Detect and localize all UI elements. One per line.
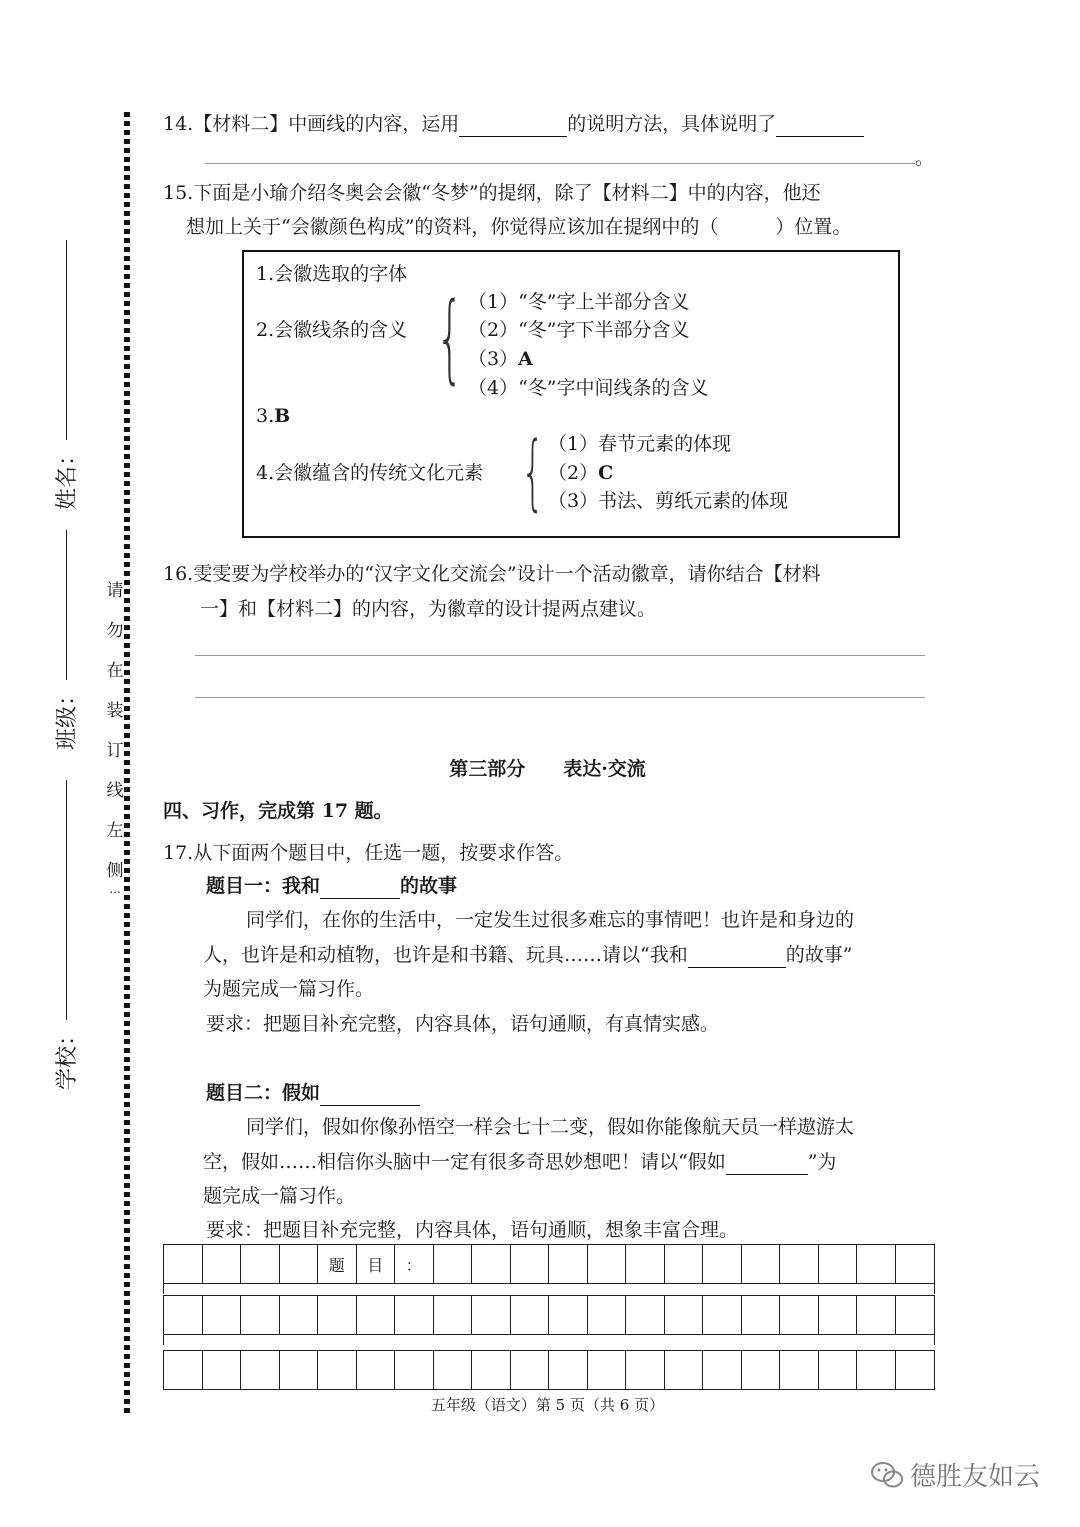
grid-cell[interactable] bbox=[280, 1351, 319, 1389]
grid-cell[interactable] bbox=[896, 1245, 935, 1283]
slot-a: A bbox=[518, 348, 533, 370]
outline-item-4-sub-2: （2）C bbox=[548, 462, 614, 484]
grid-cell[interactable] bbox=[626, 1245, 665, 1283]
grid-cell-title-char: 目 bbox=[357, 1245, 396, 1283]
grid-cell[interactable] bbox=[472, 1351, 511, 1389]
warning-char: 订 bbox=[106, 741, 124, 761]
grid-cell[interactable] bbox=[780, 1296, 819, 1334]
watermark-text: 德胜友如云 bbox=[910, 1462, 1041, 1492]
grid-cell[interactable] bbox=[357, 1351, 396, 1389]
q15-line-1: 15.下面是小瑜介绍冬奥会会徽“冬梦”的提纲，除了【材料二】中的内容，他还 bbox=[163, 182, 821, 204]
warning-char: 左 bbox=[106, 821, 124, 841]
class-label: 班级： bbox=[55, 683, 80, 750]
grid-cell[interactable] bbox=[280, 1296, 319, 1334]
outline-item-3: 3.B bbox=[256, 405, 291, 427]
grid-cell[interactable] bbox=[819, 1351, 858, 1389]
topic-1-para-line-3: 为题完成一篇习作。 bbox=[203, 978, 375, 1000]
grid-cell[interactable] bbox=[434, 1351, 473, 1389]
grid-cell[interactable] bbox=[780, 1245, 819, 1283]
grid-gap bbox=[163, 1335, 935, 1345]
q14-end-mark: 。 bbox=[915, 147, 935, 169]
outline-item-2-sub-3: （3）A bbox=[468, 348, 533, 370]
grid-cell[interactable] bbox=[780, 1351, 819, 1389]
school-blank-line bbox=[66, 780, 67, 1020]
question-14 bbox=[163, 112, 864, 137]
q16-answer-line-1[interactable] bbox=[195, 655, 925, 656]
brace-icon: { bbox=[521, 425, 545, 520]
grid-cell[interactable] bbox=[549, 1351, 588, 1389]
warning-char: 在 bbox=[106, 661, 124, 681]
q14-text-a: 14.【材料二】中画线的内容，运用 bbox=[163, 113, 460, 135]
topic-1-title-blank[interactable] bbox=[320, 874, 400, 899]
part-3-title: 第三部分 表达·交流 bbox=[449, 758, 646, 780]
section-4-heading: 四、习作，完成第 17 题。 bbox=[163, 800, 393, 822]
grid-cell[interactable] bbox=[164, 1351, 203, 1389]
grid-cell[interactable] bbox=[511, 1296, 550, 1334]
grid-cell[interactable] bbox=[665, 1296, 704, 1334]
grid-row-3[interactable] bbox=[163, 1350, 935, 1390]
grid-cell[interactable] bbox=[164, 1296, 203, 1334]
grid-cell[interactable] bbox=[395, 1351, 434, 1389]
question-17: 17.从下面两个题目中，任选一题，按要求作答。 bbox=[163, 842, 574, 864]
q14-text-b: 的说明方法，具体说明了 bbox=[567, 113, 777, 135]
topic-2-title: 题目二：假如 bbox=[206, 1081, 420, 1106]
grid-cell[interactable] bbox=[203, 1296, 242, 1334]
outline-item-4-sub-3: （3）书法、剪纸元素的体现 bbox=[548, 490, 789, 512]
grid-cell[interactable] bbox=[241, 1351, 280, 1389]
outline-item-1: 1.会徽选取的字体 bbox=[256, 263, 408, 285]
slot-c: C bbox=[598, 462, 614, 484]
outline-item-4: 4.会徽蕴含的传统文化元素 bbox=[256, 462, 484, 484]
topic-2-para-line-3: 题完成一篇习作。 bbox=[203, 1185, 356, 1207]
grid-cell[interactable] bbox=[472, 1296, 511, 1334]
warning-char: 请 bbox=[106, 581, 124, 601]
q16-answer-line-2[interactable] bbox=[195, 697, 925, 698]
grid-cell[interactable] bbox=[857, 1296, 896, 1334]
warning-char: 勿 bbox=[106, 621, 124, 641]
grid-cell[interactable] bbox=[665, 1351, 704, 1389]
warning-char: 装 bbox=[106, 701, 124, 721]
topic-1-para-line-2: 人，也许是和动植物，也许是和书籍、玩具……请以“我和 的故事” bbox=[203, 944, 853, 966]
grid-row-1[interactable] bbox=[163, 1244, 935, 1284]
q14-answer-line[interactable] bbox=[205, 163, 915, 164]
grid-cell[interactable] bbox=[434, 1245, 473, 1283]
topic-1-requirement: 要求：把题目补充完整，内容具体，语句通顺，有真情实感。 bbox=[206, 1013, 720, 1035]
grid-cell[interactable] bbox=[742, 1351, 781, 1389]
page-footer: 五年级（语文）第 5 页（共 6 页） bbox=[430, 1396, 665, 1414]
outline-item-4-sub-1: （1）春节元素的体现 bbox=[548, 433, 732, 455]
topic-2-title-blank[interactable] bbox=[320, 1081, 420, 1106]
grid-cell[interactable] bbox=[241, 1245, 280, 1283]
grid-cell[interactable] bbox=[703, 1245, 742, 1283]
grid-cell[interactable] bbox=[280, 1245, 319, 1283]
warning-char: 侧 bbox=[106, 861, 124, 881]
grid-cell[interactable] bbox=[203, 1351, 242, 1389]
watermark bbox=[870, 1456, 1040, 1493]
topic-2-para-line-2: 空，假如……相信你头脑中一定有很多奇思妙想吧！请以“假如 ”为 bbox=[203, 1151, 837, 1173]
wechat-icon bbox=[870, 1460, 904, 1490]
grid-cell[interactable] bbox=[318, 1351, 357, 1389]
name-label: 姓名： bbox=[55, 443, 80, 510]
grid-cell[interactable] bbox=[318, 1296, 357, 1334]
grid-cell[interactable] bbox=[626, 1296, 665, 1334]
name-blank-line bbox=[66, 240, 67, 440]
grid-cell[interactable] bbox=[896, 1296, 935, 1334]
brace-icon: { bbox=[436, 282, 464, 394]
q14-blank-1[interactable] bbox=[459, 112, 567, 137]
grid-cell[interactable] bbox=[742, 1245, 781, 1283]
grid-cell[interactable] bbox=[819, 1296, 858, 1334]
grid-cell[interactable] bbox=[857, 1245, 896, 1283]
grid-cell[interactable] bbox=[588, 1245, 627, 1283]
class-blank-line bbox=[66, 530, 67, 680]
topic-2-requirement: 要求：把题目补充完整，内容具体，语句通顺，想象丰富合理。 bbox=[206, 1219, 739, 1241]
grid-cell-title-char: ： bbox=[395, 1245, 434, 1283]
grid-cell[interactable] bbox=[357, 1296, 396, 1334]
grid-cell[interactable] bbox=[703, 1296, 742, 1334]
grid-cell[interactable] bbox=[819, 1245, 858, 1283]
warning-char: 线 bbox=[106, 781, 124, 801]
grid-cell[interactable] bbox=[164, 1245, 203, 1283]
warning-char: ... bbox=[109, 882, 121, 896]
q15-line-2: 想加上关于“会徽颜色构成”的资料，你觉得应该加在提纲中的（ ）位置。 bbox=[186, 216, 852, 238]
outline-item-2: 2.会徽线条的含义 bbox=[256, 319, 408, 341]
grid-cell[interactable] bbox=[549, 1245, 588, 1283]
grid-cell[interactable] bbox=[626, 1351, 665, 1389]
grid-cell[interactable] bbox=[588, 1296, 627, 1334]
grid-cell[interactable] bbox=[203, 1245, 242, 1283]
grid-cell[interactable] bbox=[511, 1351, 550, 1389]
grid-cell-title-char: 题 bbox=[318, 1245, 357, 1283]
grid-cell[interactable] bbox=[896, 1351, 935, 1389]
grid-cell[interactable] bbox=[742, 1296, 781, 1334]
grid-cell[interactable] bbox=[241, 1296, 280, 1334]
grid-cell[interactable] bbox=[665, 1245, 704, 1283]
topic-1-title: 题目一：我和 的故事 bbox=[206, 875, 458, 897]
outline-item-2-sub-1: （1）“冬”字上半部分含义 bbox=[468, 291, 690, 313]
school-label: 学校： bbox=[55, 1023, 80, 1090]
grid-cell[interactable] bbox=[434, 1296, 473, 1334]
slot-b: B bbox=[274, 405, 291, 427]
grid-cell[interactable] bbox=[511, 1245, 550, 1283]
topic-2-para-line-1: 同学们，假如你像孙悟空一样会七十二变，假如你能像航天员一样遨游太 bbox=[246, 1116, 855, 1138]
grid-gap bbox=[163, 1284, 935, 1294]
grid-cell[interactable] bbox=[472, 1245, 511, 1283]
grid-cell[interactable] bbox=[857, 1351, 896, 1389]
q16-line-2: 一】和【材料二】的内容，为徽章的设计提两点建议。 bbox=[200, 598, 657, 620]
topic-1-inline-blank bbox=[688, 943, 786, 968]
grid-cell[interactable] bbox=[588, 1351, 627, 1389]
topic-1-para-line-1: 同学们，在你的生活中，一定发生过很多难忘的事情吧！也许是和身边的 bbox=[246, 909, 855, 931]
outline-item-2-sub-4: （4）“冬”字中间线条的含义 bbox=[468, 377, 709, 399]
grid-cell[interactable] bbox=[549, 1296, 588, 1334]
grid-row-2[interactable] bbox=[163, 1295, 935, 1335]
outline-item-2-sub-2: （2）“冬”字下半部分含义 bbox=[468, 319, 690, 341]
grid-cell[interactable] bbox=[395, 1296, 434, 1334]
grid-cell[interactable] bbox=[703, 1351, 742, 1389]
topic-2-inline-blank bbox=[726, 1150, 808, 1175]
q14-blank-2[interactable] bbox=[776, 112, 864, 137]
q16-line-1: 16.雯雯要为学校举办的“汉字文化交流会”设计一个活动徽章，请你结合【材料 bbox=[163, 563, 821, 585]
